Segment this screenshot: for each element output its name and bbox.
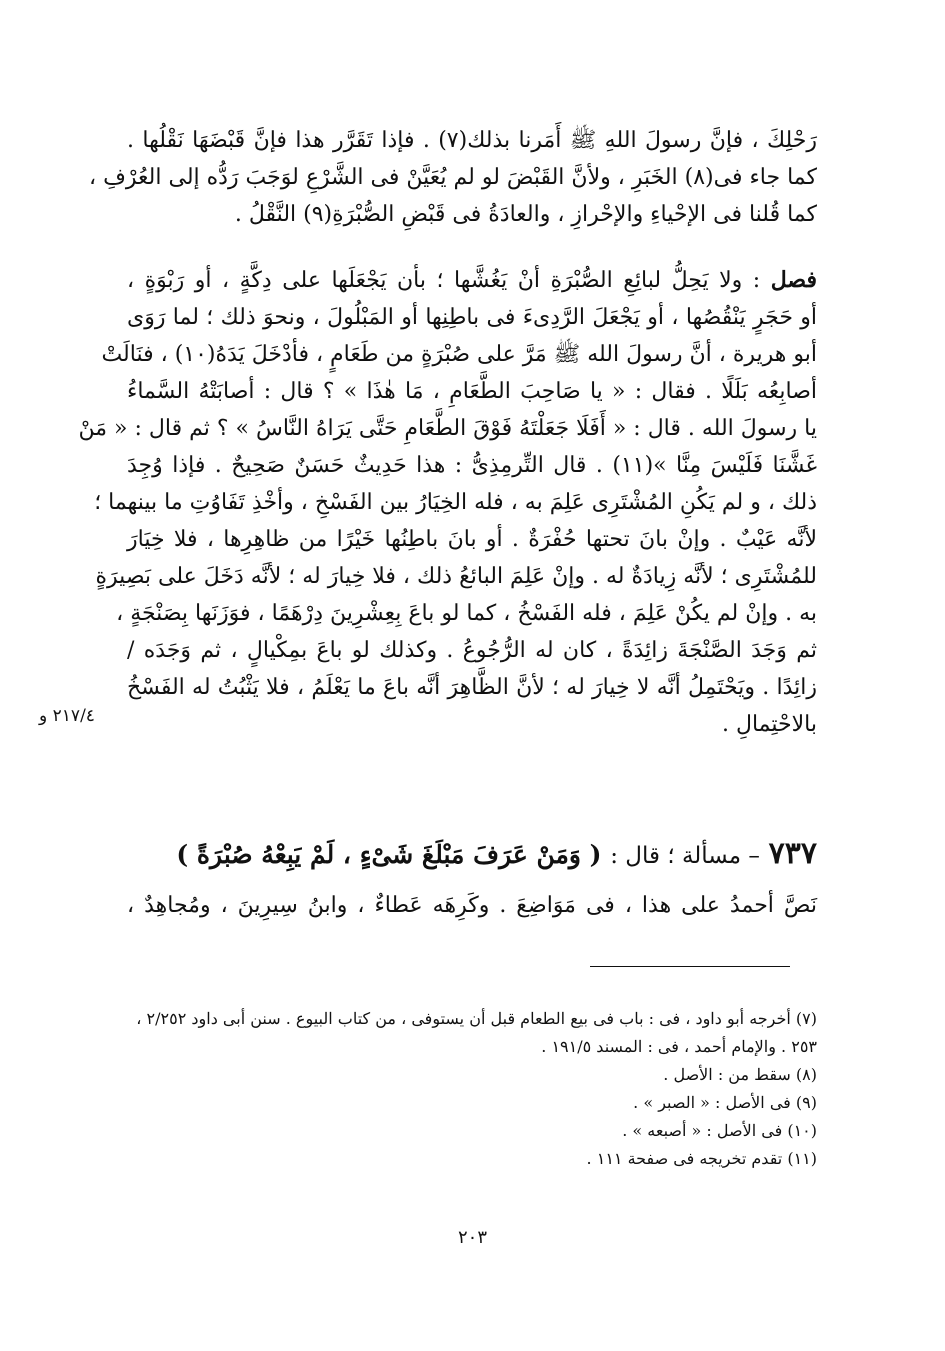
- footnote: (١١) تقدم تخريجه فى صفحة ١١١ .: [586, 1149, 817, 1168]
- text-line: لأنَّه عَيْبٌ . وإنْ بانَ تحتها حُفْرَةٌ . أو بانَ باطِنُها خَيْرًا من ظاهِرِها ، فلا خِيَارَ: [127, 527, 817, 552]
- text-line: أو حَجَرٍ يَنْقُصُها ، أو يَجْعَلَ الرَّدِىءَ فى باطِنِها أو المَبْلُولَ ، ونحوَ ذلك ؛ لما رَوَى: [127, 305, 817, 330]
- text-line: غَشَّنَا فَلَيْسَ مِنَّا »(١١) . قال التِّرمِذِىُّ : هذا حَدِيثٌ حَسَنٌ صَحِيحٌ . فإذا وُجِدَ: [127, 453, 818, 478]
- masala-label: – مسألة ؛ قال :: [610, 843, 760, 869]
- paragraph-2: [78, 262, 818, 743]
- footnote: (٧) أخرجه أبو داود ، فى : باب فى بيع الطعام قبل أن يستوفى ، من كتاب البيوع . سنن أبى داود ٢/٢٥٢ ،: [136, 1009, 817, 1028]
- footnote: ٢٥٣ . والإمام أحمد ، فى : المسند ١٩١/٥ .: [541, 1037, 817, 1056]
- text-line: ذلك ، و لم يَكُنِ المُشْتَرِى عَلِمَ به ، فله الخِيَارُ بين الفَسْخِ ، وأخْذِ تَفَاوُتِ ما بينهما ؛: [94, 490, 817, 515]
- text-line: ثم وَجَدَ الصَّنْجَةَ زائِدَةً ، كان له الرُّجُوعُ . وكذلك لو باعَ بمِكْيالٍ ، ثم وَجَدَه /: [127, 638, 817, 663]
- text-line: أصابِعُه بَلَلًا . فقال : « يا صَاحِبَ الطَّعَامِ ، مَا هٰذَا » ؟ قال : أصابَتْهُ السَّماءُ: [127, 379, 817, 404]
- text-line: به . وإنْ لم يكُنْ عَلِمَ ، فله الفَسْخُ ، كما لو باعَ بِعِشْرِينَ دِرْهَمًا ، فوَزَنَها بِصَنْجَةٍ ،: [116, 601, 817, 626]
- masala-text: ( وَمَنْ عَرَفَ مَبْلَغَ شَىْءٍ ، لَمْ يَبِعْهُ صُبْرَةً ): [176, 840, 602, 869]
- masala-number: ٧٣٧: [768, 836, 817, 871]
- footnotes: [127, 1005, 817, 1173]
- text-line: أبو هريرة ، أنَّ رسولَ الله ﷺ مَرَّ على صُبْرَةٍ من طَعَامٍ ، فأدْخَلَ يَدَهُ(١٠) ، فنَالَتْ: [101, 342, 817, 367]
- text-line: زائِدًا . ويَحْتَمِلُ أنَّه لا خِيارَ له ؛ لأنَّ الظَّاهِرَ أنَّه باعَ ما يَعْلَمُ ، فلا يَثْبُتُ له الفَسْخُ: [127, 675, 817, 700]
- footnote: (١٠) فى الأصل : « أصبعه » .: [622, 1121, 817, 1140]
- masala-heading: [127, 834, 817, 876]
- text-line: للمُشْتَرِى ؛ لأنَّه زِيادَةٌ له . وإنْ عَلِمَ البائعُ ذلك ، فلا خِيارَ له ؛ لأنَّه دَخَلَ على بَصِيرَةٍ: [95, 564, 817, 589]
- text-line: رَحْلِكَ ، فإنَّ رسولَ اللهِ ﷺ أَمَرنا بذلك(٧) . فإذا تَقَرَّر هذا فإنَّ قَبْضَهَا نَقْلُها .: [127, 128, 817, 153]
- text-line: [127, 262, 817, 299]
- paragraph-1: [89, 122, 817, 233]
- page-number: ٢٠٣: [457, 1227, 487, 1248]
- footnote: (٩) فى الأصل : « الصبر » .: [633, 1093, 817, 1112]
- margin-reference: ٢١٧/٤ و: [39, 706, 95, 726]
- section-label-fasl: فصل: [770, 267, 817, 293]
- text-line: كما قُلنا فى الإحْياءِ والإحْرازِ ، والعادَةُ فى قَبْضِ الصُّبْرَةِ(٩) النَّقْلُ .: [234, 202, 817, 227]
- text-line: بالاحْتِمالِ .: [721, 712, 817, 737]
- text-line: كما جاء فى(٨) الخَبَرِ ، ولأنَّ القَبْضَ لو لم يُعَيَّنْ فى الشَّرْعِ لوَجَبَ رَدُّه إلى العُرْفِ ،: [89, 165, 817, 190]
- footnote-divider: [590, 966, 790, 967]
- text-line: نَصَّ أحمدُ على هذا ، فى مَوَاضِعَ . وكَرِهَه عَطاءٌ ، وابنُ سِيرِينَ ، ومُجاهِدٌ ،: [127, 893, 817, 918]
- text-line-rest: : ولا يَحِلُّ لبائِعِ الصُّبْرَةِ أنْ يَغُشَّها ؛ بأن يَجْعَلَها على دِكَّةٍ ، أو رَبْوَةٍ ،: [127, 268, 761, 293]
- footnote: (٨) سقط من : الأصل .: [663, 1065, 817, 1084]
- paragraph-3: [127, 887, 817, 924]
- text-line: يا رسولَ الله . قال : « أَفَلَا جَعَلْتَهُ فَوْقَ الطَّعَامِ حَتَّى يَرَاهُ النَّاسُ » ؟ ثم قال : « مَنْ: [78, 416, 817, 441]
